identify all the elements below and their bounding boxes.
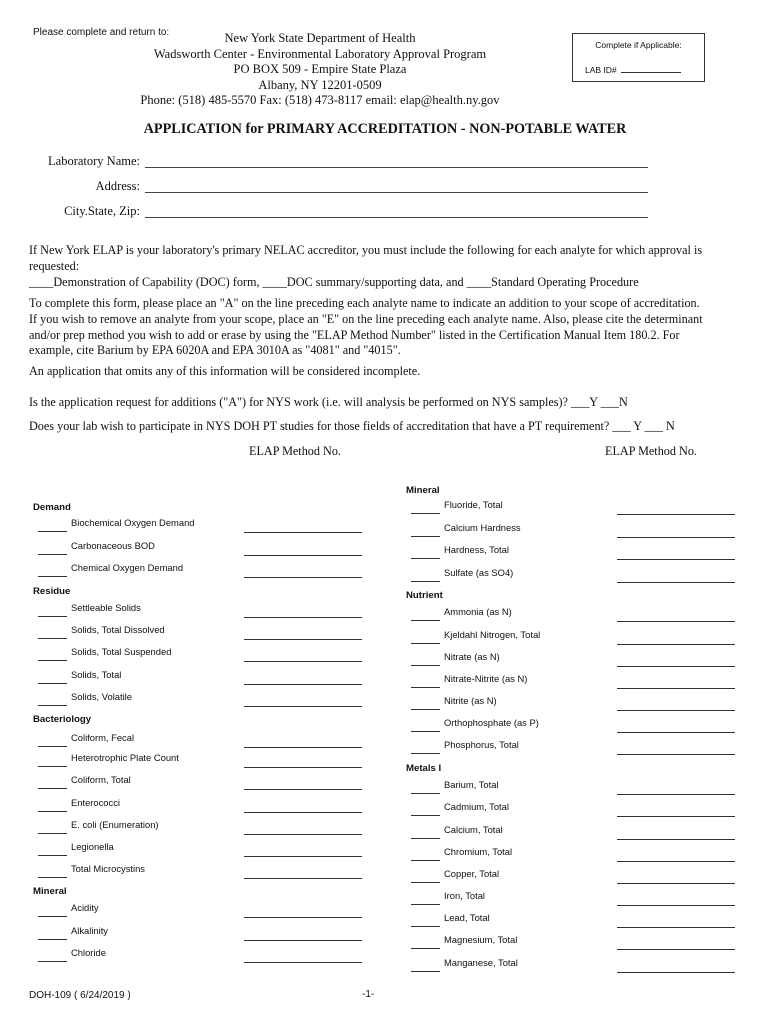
analyte-row[interactable] bbox=[38, 797, 364, 815]
analyte-name: Calcium Hardness bbox=[444, 522, 521, 533]
analyte-row[interactable] bbox=[411, 567, 735, 585]
analyte-row[interactable] bbox=[411, 499, 735, 517]
complete-if-applicable: Complete if Applicable: bbox=[595, 40, 682, 50]
analyte-entry-line[interactable] bbox=[38, 683, 67, 684]
method-number-line[interactable] bbox=[244, 789, 362, 790]
analyte-name: Carbonaceous BOD bbox=[71, 540, 155, 551]
analyte-row[interactable] bbox=[38, 947, 364, 965]
method-number-line[interactable] bbox=[617, 949, 735, 950]
analyte-entry-line[interactable] bbox=[38, 766, 67, 767]
analyte-row[interactable] bbox=[38, 691, 364, 709]
analyte-row[interactable] bbox=[411, 717, 735, 735]
lab-name-field[interactable] bbox=[145, 167, 648, 168]
analyte-entry-line[interactable] bbox=[411, 709, 440, 710]
method-number-line[interactable] bbox=[617, 644, 735, 645]
analyte-name: Solids, Total Suspended bbox=[71, 646, 172, 657]
analyte-entry-line[interactable] bbox=[38, 833, 67, 834]
analyte-name: Ammonia (as N) bbox=[444, 606, 512, 617]
analyte-name: Nitrate (as N) bbox=[444, 651, 500, 662]
category-nutrient: Nutrient bbox=[406, 590, 443, 601]
method-number-line[interactable] bbox=[617, 861, 735, 862]
instruction-line: example, cite Barium by EPA 6020A and EPA 3010A as "4081" and "4015". bbox=[29, 343, 401, 358]
analyte-name: Calcium, Total bbox=[444, 824, 503, 835]
page-number: -1- bbox=[362, 989, 375, 1000]
method-number-line[interactable] bbox=[244, 661, 362, 662]
form-id: DOH-109 ( 6/24/2019 ) bbox=[29, 990, 131, 1001]
analyte-name: Sulfate (as SO4) bbox=[444, 567, 514, 578]
method-number-line[interactable] bbox=[244, 812, 362, 813]
analyte-entry-line[interactable] bbox=[38, 916, 67, 917]
city-address: Albany, NY 12201-0509 bbox=[258, 77, 382, 92]
analyte-row[interactable] bbox=[411, 606, 735, 624]
analyte-row[interactable] bbox=[411, 868, 735, 886]
address-label: Address: bbox=[95, 179, 140, 193]
lab-id-line[interactable] bbox=[621, 64, 681, 73]
analyte-row[interactable] bbox=[38, 863, 364, 881]
analyte-row[interactable] bbox=[38, 646, 364, 664]
agency-name: New York State Department of Health bbox=[224, 31, 416, 45]
lab-id-field[interactable] bbox=[585, 64, 681, 75]
analyte-entry-line[interactable] bbox=[411, 815, 440, 816]
analyte-row[interactable] bbox=[38, 732, 364, 750]
analyte-entry-line[interactable] bbox=[411, 904, 440, 905]
method-number-line[interactable] bbox=[244, 532, 362, 533]
analyte-row[interactable] bbox=[38, 562, 364, 580]
method-number-line[interactable] bbox=[244, 706, 362, 707]
analyte-name: Magnesium, Total bbox=[444, 934, 518, 945]
lab-id-box bbox=[572, 33, 705, 82]
method-number-line[interactable] bbox=[617, 621, 735, 622]
method-number-line[interactable] bbox=[244, 617, 362, 618]
analyte-name: Heterotrophic Plate Count bbox=[71, 752, 179, 763]
analyte-name: Solids, Total Dissolved bbox=[71, 624, 165, 635]
analyte-entry-line[interactable] bbox=[38, 961, 67, 962]
analyte-row[interactable] bbox=[411, 934, 735, 952]
analyte-name: Nitrite (as N) bbox=[444, 695, 497, 706]
incomplete-warning: An application that omits any of this information will be considered incomplete. bbox=[29, 364, 421, 378]
method-number-line[interactable] bbox=[617, 905, 735, 906]
analyte-entry-line[interactable] bbox=[38, 811, 67, 812]
method-number-line[interactable] bbox=[617, 754, 735, 755]
analyte-row[interactable] bbox=[38, 624, 364, 642]
analyte-row[interactable] bbox=[38, 774, 364, 792]
analyte-name: Biochemical Oxygen Demand bbox=[71, 517, 195, 528]
address-row bbox=[20, 179, 648, 195]
analyte-row[interactable] bbox=[411, 739, 735, 757]
analyte-entry-line[interactable] bbox=[38, 554, 67, 555]
analyte-entry-line[interactable] bbox=[38, 855, 67, 856]
analyte-entry-line[interactable] bbox=[411, 948, 440, 949]
analyte-row[interactable] bbox=[411, 673, 735, 691]
analyte-row[interactable] bbox=[411, 824, 735, 842]
analyte-row[interactable] bbox=[38, 819, 364, 837]
analyte-name: Orthophosphate (as P) bbox=[444, 717, 539, 728]
city-row bbox=[20, 204, 648, 220]
analyte-entry-line[interactable] bbox=[38, 576, 67, 577]
method-number-line[interactable] bbox=[244, 684, 362, 685]
instruction-line: If you wish to remove an analyte from your scope, place an "E" on the line preceding each analyte name. Also, please cite the determinant bbox=[29, 311, 703, 326]
analyte-row[interactable] bbox=[411, 629, 735, 647]
analyte-entry-line[interactable] bbox=[38, 705, 67, 706]
analyte-row[interactable] bbox=[411, 695, 735, 713]
analyte-entry-line[interactable] bbox=[411, 926, 440, 927]
analyte-name: Total Microcystins bbox=[71, 863, 145, 874]
category-demand: Demand bbox=[33, 502, 71, 513]
city-label: City.State, Zip: bbox=[64, 204, 140, 218]
analyte-name: Coliform, Total bbox=[71, 774, 131, 785]
lab-id-label: LAB ID# bbox=[585, 65, 617, 75]
analyte-name: Manganese, Total bbox=[444, 957, 518, 968]
analyte-entry-line[interactable] bbox=[38, 939, 67, 940]
return-note: Please complete and return to: bbox=[33, 27, 170, 38]
analyte-name: Hardness, Total bbox=[444, 544, 509, 555]
analyte-entry-line[interactable] bbox=[411, 536, 440, 537]
instruction-paragraph-2 bbox=[29, 296, 729, 359]
method-number-line[interactable] bbox=[244, 878, 362, 879]
method-number-line[interactable] bbox=[617, 839, 735, 840]
method-number-line[interactable] bbox=[617, 688, 735, 689]
program-name: Wadsworth Center - Environmental Laboratory Approval Program bbox=[153, 46, 487, 61]
method-number-line[interactable] bbox=[617, 972, 735, 973]
analyte-entry-line[interactable] bbox=[38, 531, 67, 532]
analyte-row[interactable] bbox=[38, 669, 364, 687]
method-number-line[interactable] bbox=[244, 767, 362, 768]
analyte-entry-line[interactable] bbox=[411, 513, 440, 514]
analyte-row[interactable] bbox=[411, 957, 735, 975]
analyte-entry-line[interactable] bbox=[411, 665, 440, 666]
pt-studies-question[interactable]: Does your lab wish to participate in NYS DOH PT studies for those fields of accreditation that have a PT requirement? ___ Y ___ N bbox=[29, 419, 675, 433]
instruction-line: If New York ELAP is your laboratory's primary NELAC accreditor, you must include the following for each analyte for which approval is bbox=[29, 243, 703, 257]
elap-method-header-left: ELAP Method No. bbox=[249, 444, 341, 458]
method-number-line[interactable] bbox=[617, 582, 735, 583]
instruction-line: requested: bbox=[29, 258, 80, 273]
analyte-name: Solids, Total bbox=[71, 669, 122, 680]
analyte-entry-line[interactable] bbox=[411, 753, 440, 754]
address-field[interactable] bbox=[145, 192, 648, 193]
analyte-entry-line[interactable] bbox=[411, 971, 440, 972]
page-title: APPLICATION for PRIMARY ACCREDITATION - NON-POTABLE WATER bbox=[143, 121, 627, 137]
method-number-line[interactable] bbox=[244, 856, 362, 857]
analyte-entry-line[interactable] bbox=[38, 660, 67, 661]
analyte-row[interactable] bbox=[38, 540, 364, 558]
analyte-name: Alkalinity bbox=[71, 925, 108, 936]
method-number-line[interactable] bbox=[244, 555, 362, 556]
category-metals: Metals I bbox=[406, 763, 442, 774]
method-number-line[interactable] bbox=[244, 577, 362, 578]
analyte-entry-line[interactable] bbox=[411, 643, 440, 644]
analyte-name: Copper, Total bbox=[444, 868, 500, 879]
instruction-line: To complete this form, please place an "A" on the line preceding each analyte name to indicate an addition to your scope of accreditation. bbox=[29, 296, 700, 310]
method-number-line[interactable] bbox=[617, 927, 735, 928]
analyte-name: Solids, Volatile bbox=[71, 691, 132, 702]
analyte-entry-line[interactable] bbox=[38, 746, 67, 747]
analyte-row[interactable] bbox=[38, 902, 364, 920]
analyte-row[interactable] bbox=[38, 925, 364, 943]
analyte-entry-line[interactable] bbox=[411, 860, 440, 861]
analyte-name: Nitrate-Nitrite (as N) bbox=[444, 673, 528, 684]
analyte-name: Chloride bbox=[71, 947, 106, 958]
category-mineral-left: Mineral bbox=[33, 886, 67, 897]
analyte-entry-line[interactable] bbox=[411, 620, 440, 621]
mailing-address: PO BOX 509 - Empire State Plaza bbox=[233, 62, 407, 77]
method-number-line[interactable] bbox=[244, 917, 362, 918]
nys-work-question[interactable]: Is the application request for additions ("A") for NYS work (i.e. will analysis be performed on NYS samples)? ___Y ___N bbox=[29, 395, 628, 409]
analyte-row[interactable] bbox=[411, 544, 735, 562]
analyte-name: Cadmium, Total bbox=[444, 801, 509, 812]
method-number-line[interactable] bbox=[244, 834, 362, 835]
analyte-row[interactable] bbox=[38, 517, 364, 535]
city-field[interactable] bbox=[145, 217, 648, 218]
analyte-row[interactable] bbox=[411, 801, 735, 819]
analyte-entry-line[interactable] bbox=[411, 581, 440, 582]
method-number-line[interactable] bbox=[617, 883, 735, 884]
analyte-name: E. coli (Enumeration) bbox=[71, 819, 159, 830]
analyte-entry-line[interactable] bbox=[411, 687, 440, 688]
lab-name-row bbox=[20, 154, 648, 170]
analyte-entry-line[interactable] bbox=[411, 838, 440, 839]
method-number-line[interactable] bbox=[244, 962, 362, 963]
analyte-name: Phosphorus, Total bbox=[444, 739, 519, 750]
elap-method-header-right: ELAP Method No. bbox=[605, 444, 697, 458]
method-number-line[interactable] bbox=[617, 666, 735, 667]
analyte-name: Acidity bbox=[71, 902, 99, 913]
method-number-line[interactable] bbox=[244, 747, 362, 748]
category-bacteriology: Bacteriology bbox=[33, 714, 92, 725]
analyte-row[interactable] bbox=[38, 602, 364, 620]
method-number-line[interactable] bbox=[244, 639, 362, 640]
method-number-line[interactable] bbox=[617, 537, 735, 538]
instruction-paragraph-1 bbox=[29, 243, 729, 290]
method-number-line[interactable] bbox=[617, 559, 735, 560]
analyte-row[interactable] bbox=[38, 841, 364, 859]
method-number-line[interactable] bbox=[617, 816, 735, 817]
analyte-name: Lead, Total bbox=[444, 912, 490, 923]
analyte-entry-line[interactable] bbox=[411, 558, 440, 559]
lab-name-label: Laboratory Name: bbox=[48, 154, 140, 168]
analyte-row[interactable] bbox=[38, 752, 364, 770]
analyte-entry-line[interactable] bbox=[38, 877, 67, 878]
analyte-row[interactable] bbox=[411, 522, 735, 540]
analyte-name: Fluoride, Total bbox=[444, 499, 503, 510]
analyte-entry-line[interactable] bbox=[38, 788, 67, 789]
analyte-name: Legionella bbox=[71, 841, 114, 852]
analyte-name: Kjeldahl Nitrogen, Total bbox=[444, 629, 541, 640]
analyte-entry-line[interactable] bbox=[38, 638, 67, 639]
method-number-line[interactable] bbox=[617, 794, 735, 795]
method-number-line[interactable] bbox=[617, 514, 735, 515]
instruction-line: and/or prep method you wish to add or erase by using the "ELAP Method Number" listed in the Certification Manual Item 180.2. For bbox=[29, 327, 680, 342]
analyte-name: Chromium, Total bbox=[444, 846, 513, 857]
analyte-entry-line[interactable] bbox=[411, 882, 440, 883]
analyte-name: Enterococci bbox=[71, 797, 120, 808]
analyte-name: Barium, Total bbox=[444, 779, 499, 790]
contact-info: Phone: (518) 485-5570 Fax: (518) 473-8117 email: elap@health.ny.gov bbox=[140, 93, 500, 108]
agency-header bbox=[110, 31, 530, 109]
category-mineral-right: Mineral bbox=[406, 485, 440, 496]
analyte-row[interactable] bbox=[411, 912, 735, 930]
analyte-entry-line[interactable] bbox=[38, 616, 67, 617]
method-number-line[interactable] bbox=[617, 732, 735, 733]
analyte-entry-line[interactable] bbox=[411, 793, 440, 794]
category-residue: Residue bbox=[33, 586, 71, 597]
analyte-name: Coliform, Fecal bbox=[71, 732, 135, 743]
analyte-row[interactable] bbox=[411, 846, 735, 864]
method-number-line[interactable] bbox=[617, 710, 735, 711]
analyte-name: Iron, Total bbox=[444, 890, 485, 901]
analyte-name: Chemical Oxygen Demand bbox=[71, 562, 184, 573]
analyte-name: Settleable Solids bbox=[71, 602, 141, 613]
analyte-row[interactable] bbox=[411, 779, 735, 797]
analyte-entry-line[interactable] bbox=[411, 731, 440, 732]
analyte-row[interactable] bbox=[411, 651, 735, 669]
method-number-line[interactable] bbox=[244, 940, 362, 941]
analyte-row[interactable] bbox=[411, 890, 735, 908]
instruction-line: ____Demonstration of Capability (DOC) form, ____DOC summary/supporting data, and ____Standard Operating Procedure bbox=[29, 274, 639, 289]
